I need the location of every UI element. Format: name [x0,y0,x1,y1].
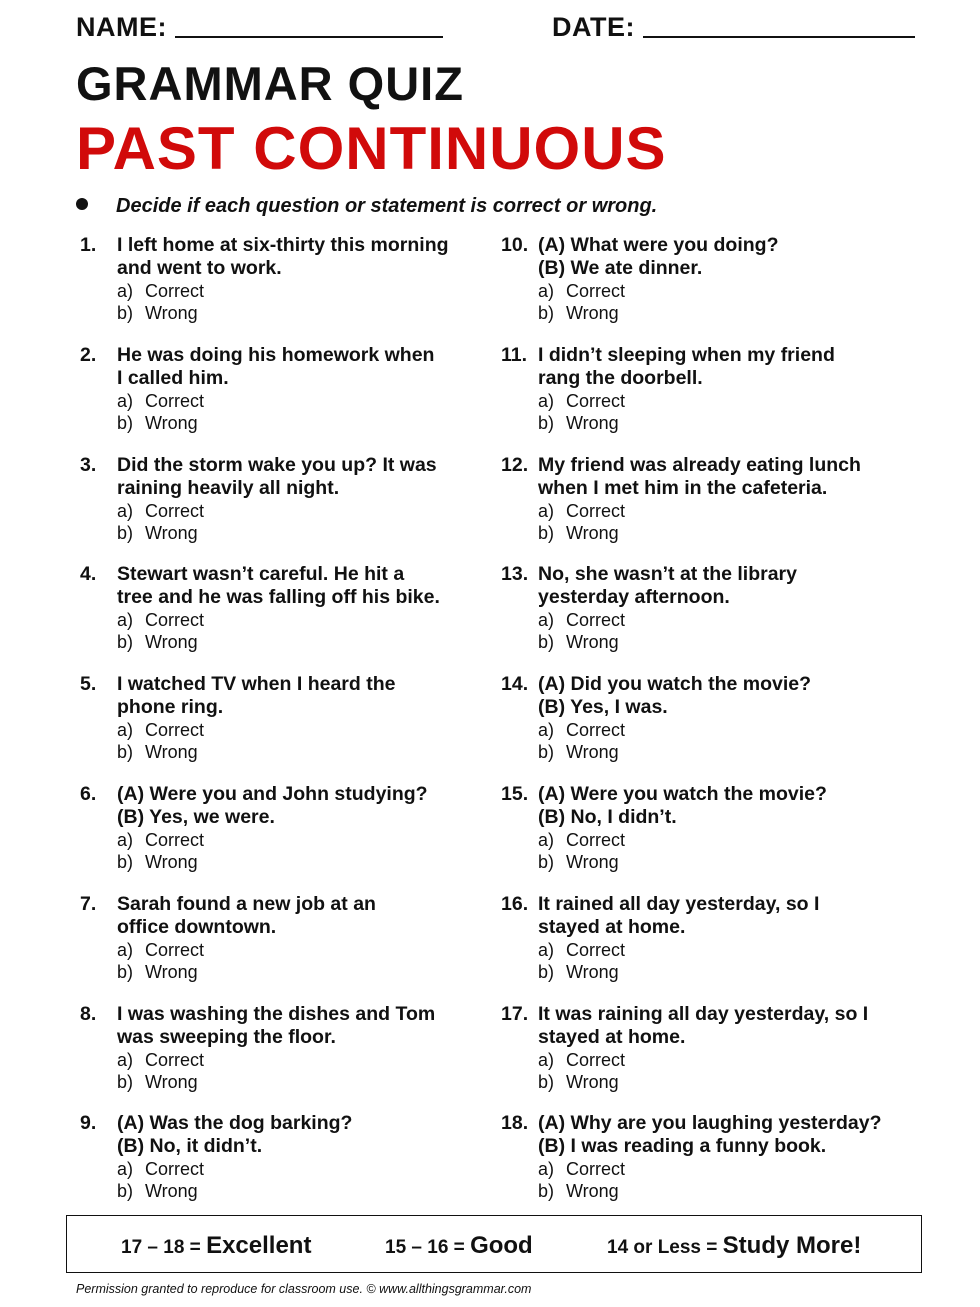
option-correct[interactable] [538,1049,908,1071]
option-wrong[interactable] [117,412,487,434]
option-letter: a) [538,610,555,630]
option-letter: a) [117,391,134,411]
option-letter: b) [538,852,555,872]
question-text: He was doing his homework when I called him. [117,344,435,389]
score-range: 14 or Less = [607,1237,718,1258]
question-body [117,1003,487,1093]
name-blank-line[interactable] [175,12,443,38]
question-number: 9. [80,1112,97,1134]
question-body [117,673,487,763]
option-letter: a) [538,830,555,850]
option-letter: b) [117,852,134,872]
question-body [538,344,908,434]
question-number: 14. [501,673,529,695]
option-letter: a) [117,501,134,521]
option-wrong[interactable] [538,1180,908,1202]
question-text: (A) Were you and John studying? (B) Yes, we were. [117,783,428,828]
question-text: I didn’t sleeping when my friend rang the doorbell. [538,344,835,389]
option-label: Correct [145,501,205,521]
question-text: Stewart wasn’t careful. He hit a tree and he was falling off his bike. [117,563,440,608]
question-number: 17. [501,1003,529,1025]
question-body [538,563,908,653]
option-correct[interactable] [117,1049,487,1071]
option-wrong[interactable] [117,302,487,324]
option-wrong[interactable] [538,302,908,324]
option-label: Correct [145,830,205,850]
option-correct[interactable] [538,1158,908,1180]
option-correct[interactable] [117,609,487,631]
footer-permission: Permission granted to reproduce for classroom use. © www.allthingsgrammar.com [76,1282,532,1296]
question-text: (A) Was the dog barking? (B) No, it didn’t. [117,1112,353,1157]
option-label: Wrong [145,852,198,872]
option-letter: b) [117,1181,134,1201]
option-letter: b) [117,1072,134,1092]
option-wrong[interactable] [117,851,487,873]
option-correct[interactable] [538,500,908,522]
option-wrong[interactable] [538,522,908,544]
quiz-title: GRAMMAR QUIZ [76,57,464,110]
option-letter: a) [117,830,134,850]
option-label: Correct [566,830,626,850]
option-wrong[interactable] [538,1071,908,1093]
option-label: Correct [566,281,626,301]
score-range: 15 – 16 = [385,1237,465,1258]
question-body [538,1112,908,1202]
option-label: Wrong [145,962,198,982]
option-label: Wrong [145,523,198,543]
question-body [117,563,487,653]
question-body [538,673,908,763]
option-label: Correct [566,1159,626,1179]
option-wrong[interactable] [538,961,908,983]
option-label: Correct [566,1050,626,1070]
score-study-more [607,1232,861,1260]
date-blank-line[interactable] [643,12,915,38]
option-label: Correct [145,720,205,740]
question-text: Sarah found a new job at an office downtown. [117,893,376,938]
question-body [117,344,487,434]
question-text: It was raining all day yesterday, so I stayed at home. [538,1003,869,1048]
option-letter: a) [538,720,555,740]
question-number: 3. [80,454,97,476]
option-label: Wrong [566,962,619,982]
option-correct[interactable] [117,939,487,961]
option-label: Wrong [566,852,619,872]
option-label: Correct [145,1159,205,1179]
date-label: DATE: [552,12,635,42]
question-text: My friend was already eating lunch when I met him in the cafeteria. [538,454,861,499]
question-number: 1. [80,234,97,256]
option-letter: a) [538,940,555,960]
name-field[interactable] [76,12,443,43]
option-wrong[interactable] [117,961,487,983]
option-label: Correct [566,720,626,740]
instruction-text: Decide if each question or statement is correct or wrong. [116,195,658,217]
option-correct[interactable] [538,609,908,631]
option-letter: b) [538,742,555,762]
option-correct[interactable] [117,280,487,302]
option-correct[interactable] [117,500,487,522]
option-wrong[interactable] [117,741,487,763]
option-wrong[interactable] [117,1071,487,1093]
date-field[interactable] [552,12,915,43]
option-wrong[interactable] [538,851,908,873]
option-wrong[interactable] [538,412,908,434]
score-rating: Study More! [722,1232,862,1259]
option-letter: b) [538,632,555,652]
question-text: I left home at six-thirty this morning and went to work. [117,234,449,279]
option-label: Wrong [566,1181,619,1201]
option-label: Wrong [145,1181,198,1201]
option-letter: a) [538,501,555,521]
question-number: 2. [80,344,97,366]
question-number: 5. [80,673,97,695]
option-letter: a) [117,940,134,960]
option-letter: a) [538,1159,555,1179]
option-wrong[interactable] [117,631,487,653]
question-body [117,1112,487,1202]
name-label: NAME: [76,12,167,42]
option-correct[interactable] [117,829,487,851]
question-number: 4. [80,563,97,585]
option-letter: a) [117,1050,134,1070]
option-label: Correct [566,610,626,630]
option-letter: b) [538,1072,555,1092]
question-text: I watched TV when I heard the phone ring. [117,673,396,718]
score-rating: Excellent [206,1232,312,1259]
quiz-subtitle: PAST CONTINUOUS [76,115,667,182]
question-body [117,454,487,544]
option-letter: b) [538,1181,555,1201]
question-text: No, she wasn’t at the library yesterday afternoon. [538,563,797,608]
question-number: 8. [80,1003,97,1025]
question-number: 11. [501,344,528,366]
question-text: It rained all day yesterday, so I stayed at home. [538,893,820,938]
question-number: 18. [501,1112,529,1134]
score-good [385,1232,533,1260]
option-letter: b) [117,413,134,433]
option-label: Wrong [145,632,198,652]
option-wrong[interactable] [117,522,487,544]
option-label: Wrong [145,1072,198,1092]
score-excellent [121,1232,311,1260]
option-letter: b) [117,303,134,323]
option-label: Wrong [566,303,619,323]
question-body [538,1003,908,1093]
question-text: (A) What were you doing? (B) We ate dinner. [538,234,779,279]
option-letter: a) [117,720,134,740]
question-body [117,893,487,983]
option-letter: b) [117,523,134,543]
question-text: (A) Did you watch the movie? (B) Yes, I was. [538,673,812,718]
option-label: Wrong [566,632,619,652]
question-text: (A) Why are you laughing yesterday? (B) I was reading a funny book. [538,1112,882,1157]
option-label: Wrong [145,413,198,433]
option-label: Correct [566,940,626,960]
option-label: Wrong [566,413,619,433]
option-label: Wrong [566,523,619,543]
question-number: 12. [501,454,529,476]
option-label: Wrong [566,1072,619,1092]
option-correct[interactable] [538,280,908,302]
question-number: 15. [501,783,529,805]
question-body [538,893,908,983]
score-box [66,1215,922,1273]
option-letter: a) [117,610,134,630]
score-range: 17 – 18 = [121,1237,201,1258]
option-letter: a) [117,1159,134,1179]
option-letter: b) [117,742,134,762]
option-correct[interactable] [538,829,908,851]
question-body [538,234,908,324]
option-letter: b) [538,413,555,433]
question-number: 10. [501,234,529,256]
question-body [538,783,908,873]
score-rating: Good [470,1232,533,1259]
question-number: 6. [80,783,97,805]
option-correct[interactable] [117,390,487,412]
question-text: (A) Were you watch the movie? (B) No, I didn’t. [538,783,827,828]
option-wrong[interactable] [117,1180,487,1202]
option-label: Wrong [145,303,198,323]
option-label: Correct [145,281,205,301]
option-letter: a) [538,1050,555,1070]
option-label: Correct [145,610,205,630]
question-number: 13. [501,563,529,585]
question-text: I was washing the dishes and Tom was sweeping the floor. [117,1003,436,1048]
option-wrong[interactable] [538,631,908,653]
option-label: Correct [145,391,205,411]
option-letter: b) [538,523,555,543]
option-letter: a) [538,391,555,411]
option-label: Correct [566,501,626,521]
option-correct[interactable] [538,719,908,741]
question-text: Did the storm wake you up? It was raining heavily all night. [117,454,437,499]
option-label: Wrong [145,742,198,762]
option-letter: a) [538,281,555,301]
question-body [117,783,487,873]
option-letter: b) [117,632,134,652]
question-body [538,454,908,544]
option-letter: b) [117,962,134,982]
option-letter: b) [538,303,555,323]
bullet-icon [76,198,88,210]
option-correct[interactable] [538,390,908,412]
option-wrong[interactable] [538,741,908,763]
question-number: 7. [80,893,97,915]
question-body [117,234,487,324]
option-correct[interactable] [117,1158,487,1180]
option-label: Correct [145,1050,205,1070]
option-label: Correct [566,391,626,411]
option-letter: a) [117,281,134,301]
option-correct[interactable] [538,939,908,961]
question-number: 16. [501,893,529,915]
option-correct[interactable] [117,719,487,741]
option-label: Correct [145,940,205,960]
instruction [76,195,657,218]
option-label: Wrong [566,742,619,762]
option-letter: b) [538,962,555,982]
